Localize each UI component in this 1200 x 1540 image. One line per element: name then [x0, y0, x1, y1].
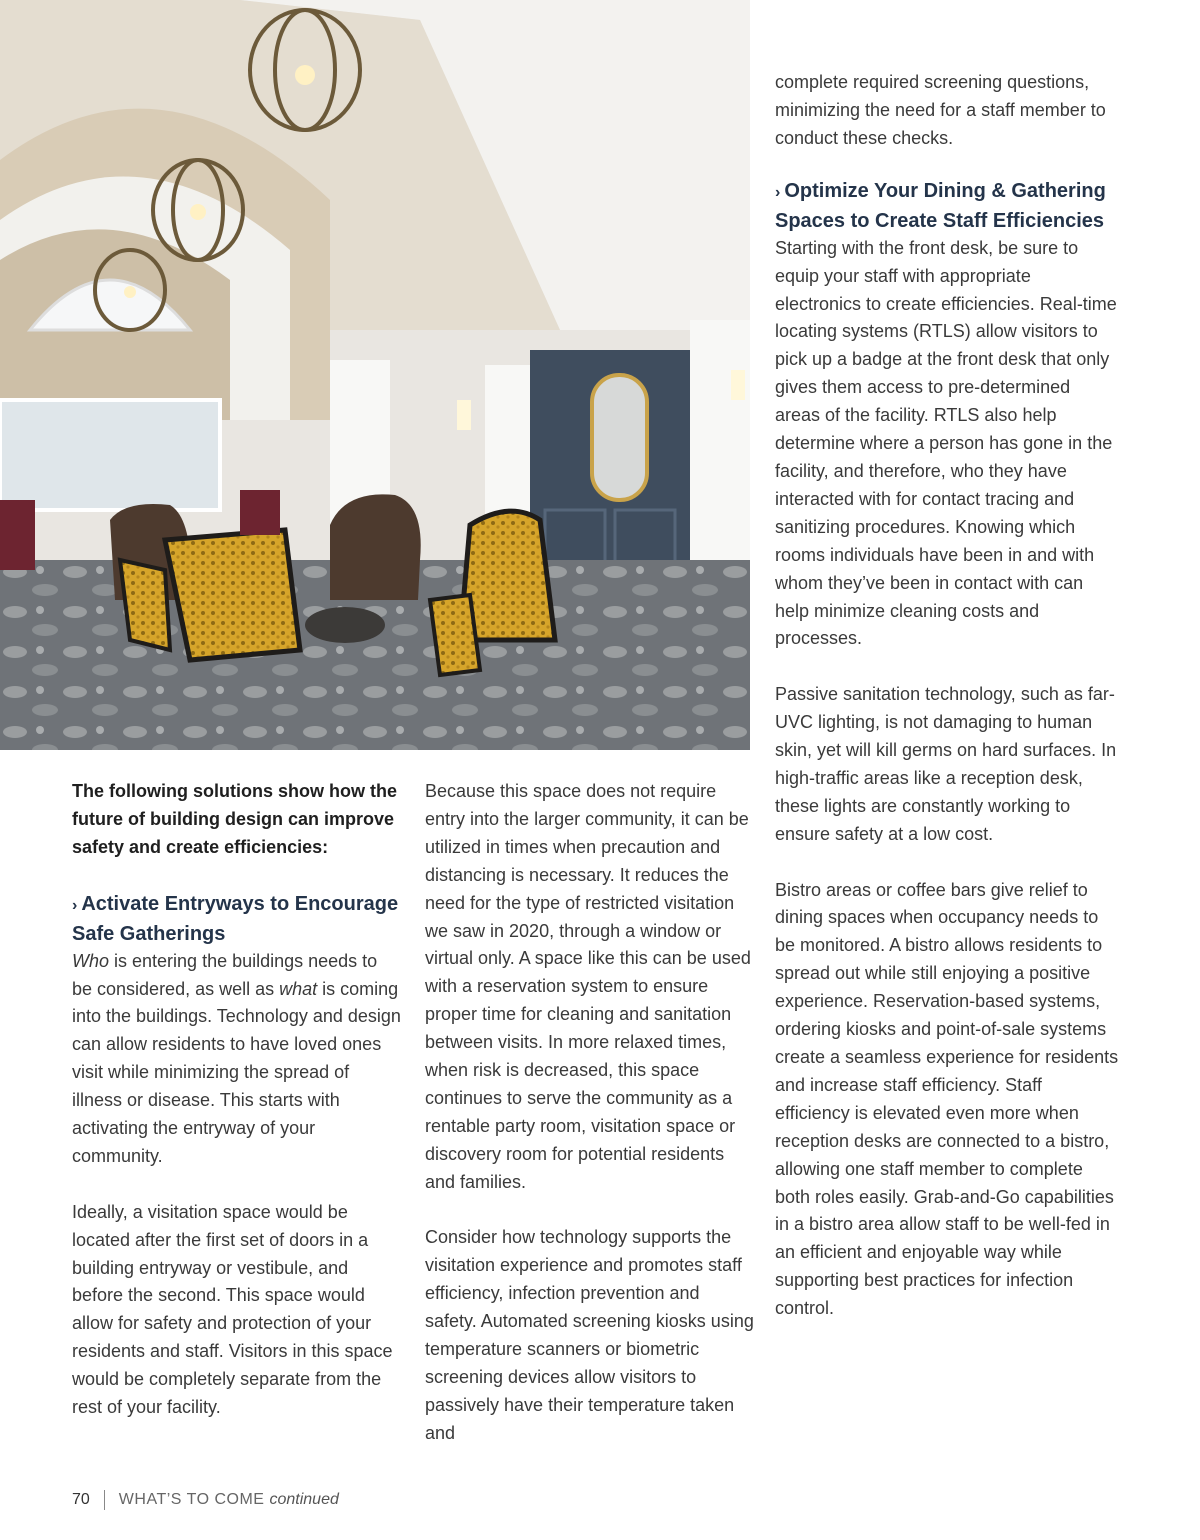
page-number: 70 [72, 1491, 90, 1508]
section-heading-dining [775, 177, 1120, 235]
text: is coming into the buildings. Technology and design can allow residents to have loved ones visit while minimizing the spread of illness or disease. This starts with activating the entryway of your community. [72, 978, 401, 1166]
paragraph: Bistro areas or coffee bars give relief to dining spaces when occupancy needs to be monitored. A bistro allows residents to spread out while still enjoying a positive experience. Reservation-based systems, ordering kiosks and point-of-sale systems create a seamless experience for residents and increase staff efficiency. Staff efficiency is elevated even more when reception desks are connected to a bistro, allowing one staff member to complete both roles easily. Grab-and-Go capabilities in a bistro area allow staff to be well-fed in an efficient and enjoyable way while supporting best practices for infection control. [775, 879, 1119, 1319]
divider [104, 1490, 105, 1510]
section-heading-entryways [72, 890, 402, 948]
paragraph: complete required screening questions, minimizing the need for a staff member to conduct these checks. [775, 72, 1106, 148]
paragraph: Because this space does not require entry into the larger community, it can be utilized in times when precaution and distancing is necessary. It reduces the need for the type of restricted visitation we saw in 2020, through a window or virtual only. A space like this can be used with a reservation system to ensure proper time for cleaning and sanitation between visits. In more relaxed times, when risk is decreased, this space continues to serve the community as a rentable party room, visitation space or discovery room for potential residents and families. [425, 781, 751, 1192]
emphasis: what [279, 978, 318, 999]
paragraph: Passive sanitation technology, such as far-UVC lighting, is not damaging to human skin, yet will kill germs on hard surfaces. In high-traffic areas like a reception desk, these lights are constantly working to ensure safety at a low cost. [775, 684, 1117, 844]
paragraph: Starting with the front desk, be sure to equip your staff with appropriate electronics to create efficiencies. Real-time locating systems (RTLS) allow visitors to pick up a badge at the front desk that only gives them access to pre-determined areas of the facility. RTLS also help determine where a person has gone in the facility, and therefore, who they have interacted with for contact tracing and sanitizing procedures. Knowing which rooms individuals have been in and with whom they’ve been in contact with can help minimize cleaning costs and processes. [775, 237, 1117, 649]
emphasis: Who [72, 950, 110, 971]
text: is entering the buildings needs to be considered, as well as [72, 950, 378, 999]
page-footer [72, 1490, 339, 1510]
column-2 [425, 778, 755, 1448]
section-name: WHAT’S TO COME [118, 1491, 265, 1508]
paragraph: Ideally, a visitation space would be located after the first set of doors in a building entryway or vestibule, and before the second. This space would allow for safety and protection of your residents and staff. Visitors in this space would be completely separate from the rest of your facility. [72, 1201, 393, 1418]
chevron-right-icon: › [72, 896, 78, 914]
lobby-photo [0, 0, 750, 750]
continued-label: continued [269, 1491, 339, 1508]
chevron-right-icon: › [775, 183, 781, 201]
heading-text: Optimize Your Dining & Gathering Spaces to Create Staff Efficiencies [775, 179, 1106, 232]
column-1 [72, 778, 402, 1422]
lobby-illustration [0, 0, 750, 750]
paragraph: Consider how technology supports the visitation experience and promotes staff efficiency, infection prevention and safety. Automated screening kiosks using temperature scanners or biometric screening devices allow visitors to passively have their temperature taken and [425, 1227, 754, 1443]
paragraph [72, 948, 402, 1171]
heading-text: Activate Entryways to Encourage Safe Gatherings [72, 892, 399, 945]
column-3 [775, 69, 1120, 1323]
lead-paragraph: The following solutions show how the future of building design can improve safety and create efficiencies: [72, 781, 397, 857]
